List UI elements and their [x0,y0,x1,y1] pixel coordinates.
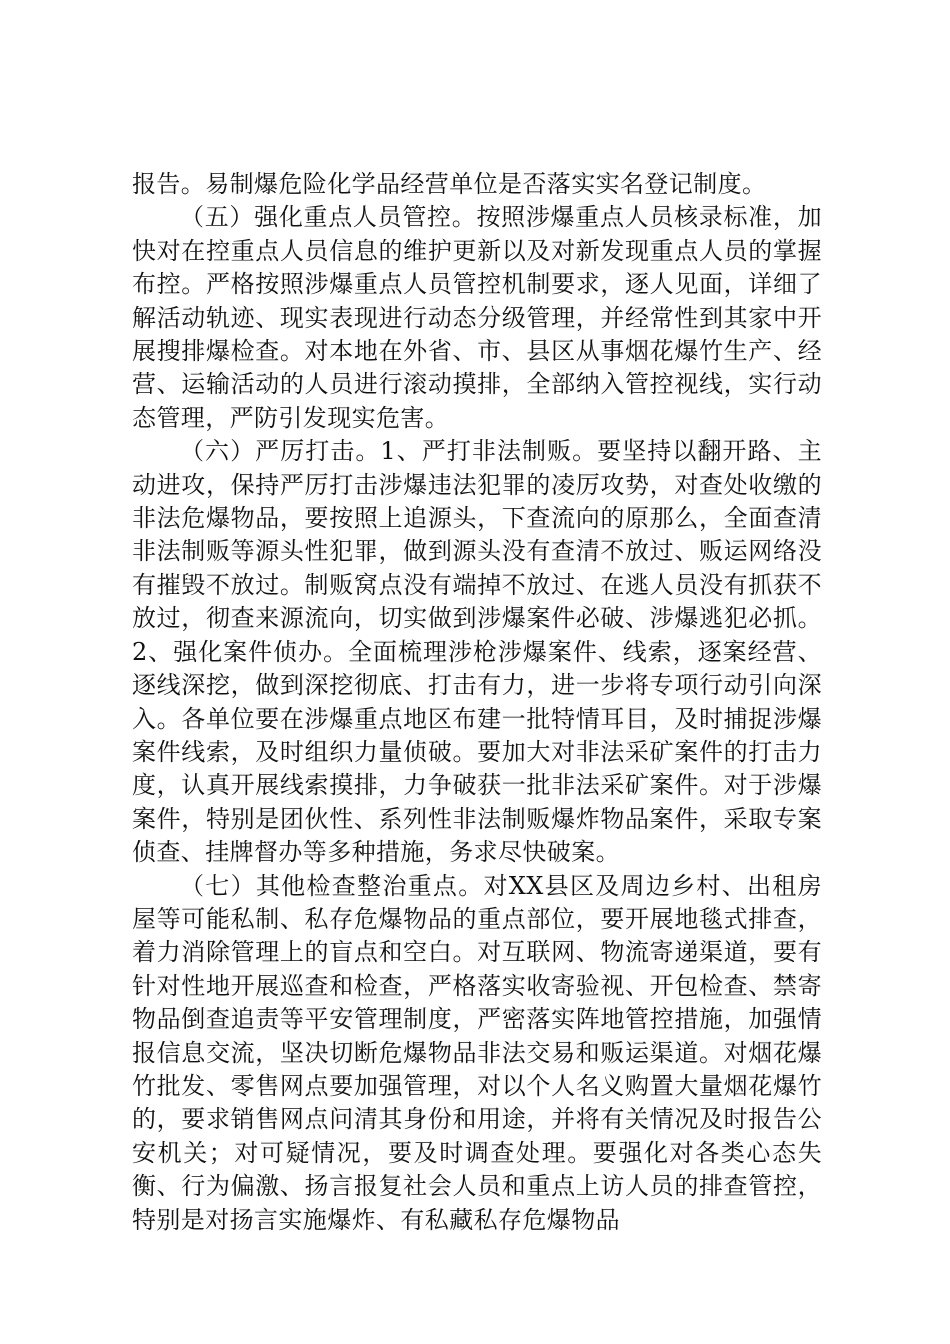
paragraph-section-7: （七）其他检查整治重点。对XX县区及周边乡村、出租房屋等可能私制、私存危爆物品的重点部位，要开展地毯式排查，着力消除管理上的盲点和空白。对互联网、物流寄递渠道，要有针对性地开展巡查和检查，严格落实收寄验视、开包检查、禁寄物品倒查追责等平安管理制度，严密落实阵地管控措施，加强情报信息交流，坚决切断危爆物品非法交易和贩运渠道。对烟花爆竹批发、零售网点要加强管理，对以个人名义购置大量烟花爆竹的，要求销售网点问清其身份和用途，并将有关情况及时报告公安机关；对可疑情况，要及时调查处理。要强化对各类心态失衡、行为偏激、扬言报复社会人员和重点上访人员的排查管控，特别是对扬言实施爆炸、有私藏私存危爆物品 [132,871,822,1234]
document-body [132,168,822,1237]
paragraph-continuation: 报告。易制爆危险化学品经营单位是否落实实名登记制度。 [132,170,767,198]
paragraph-section-6: （六）严厉打击。1、严打非法制贩。要坚持以翻开路、主动进攻，保持严厉打击涉爆违法犯罪的凌厉攻势，对查处收缴的非法危爆物品，要按照上追源头，下查流向的原那么，全面查清非法制贩等源头性犯罪，做到源头没有查清不放过、贩运网络没有摧毁不放过。制贩窝点没有端掉不放过、在逃人员没有抓获不放过，彻查来源流向，切实做到涉爆案件必破、涉爆逃犯必抓。2、强化案件侦办。全面梳理涉枪涉爆案件、线索，逐案经营、逐线深挖，做到深挖彻底、打击有力，进一步将专项行动引向深入。各单位要在涉爆重点地区布建一批特情耳目，及时捕捉涉爆案件线索，及时组织力量侦破。要加大对非法采矿案件的打击力度，认真开展线索摸排，力争破获一批非法采矿案件。对于涉爆案件，特别是团伙性、系列性非法制贩爆炸物品案件，采取专案侦查、挂牌督办等多种措施，务求尽快破案。 [132,437,822,867]
paragraph-section-5: （五）强化重点人员管控。按照涉爆重点人员核录标准，加快对在控重点人员信息的维护更新以及对新发现重点人员的掌握布控。严格按照涉爆重点人员管控机制要求，逐人见面，详细了解活动轨迹、现实表现进行动态分级管理，并经常性到其家中开展搜排爆检查。对本地在外省、市、县区从事烟花爆竹生产、经营、运输活动的人员进行滚动摸排，全部纳入管控视线，实行动态管理，严防引发现实危害。 [132,203,822,432]
